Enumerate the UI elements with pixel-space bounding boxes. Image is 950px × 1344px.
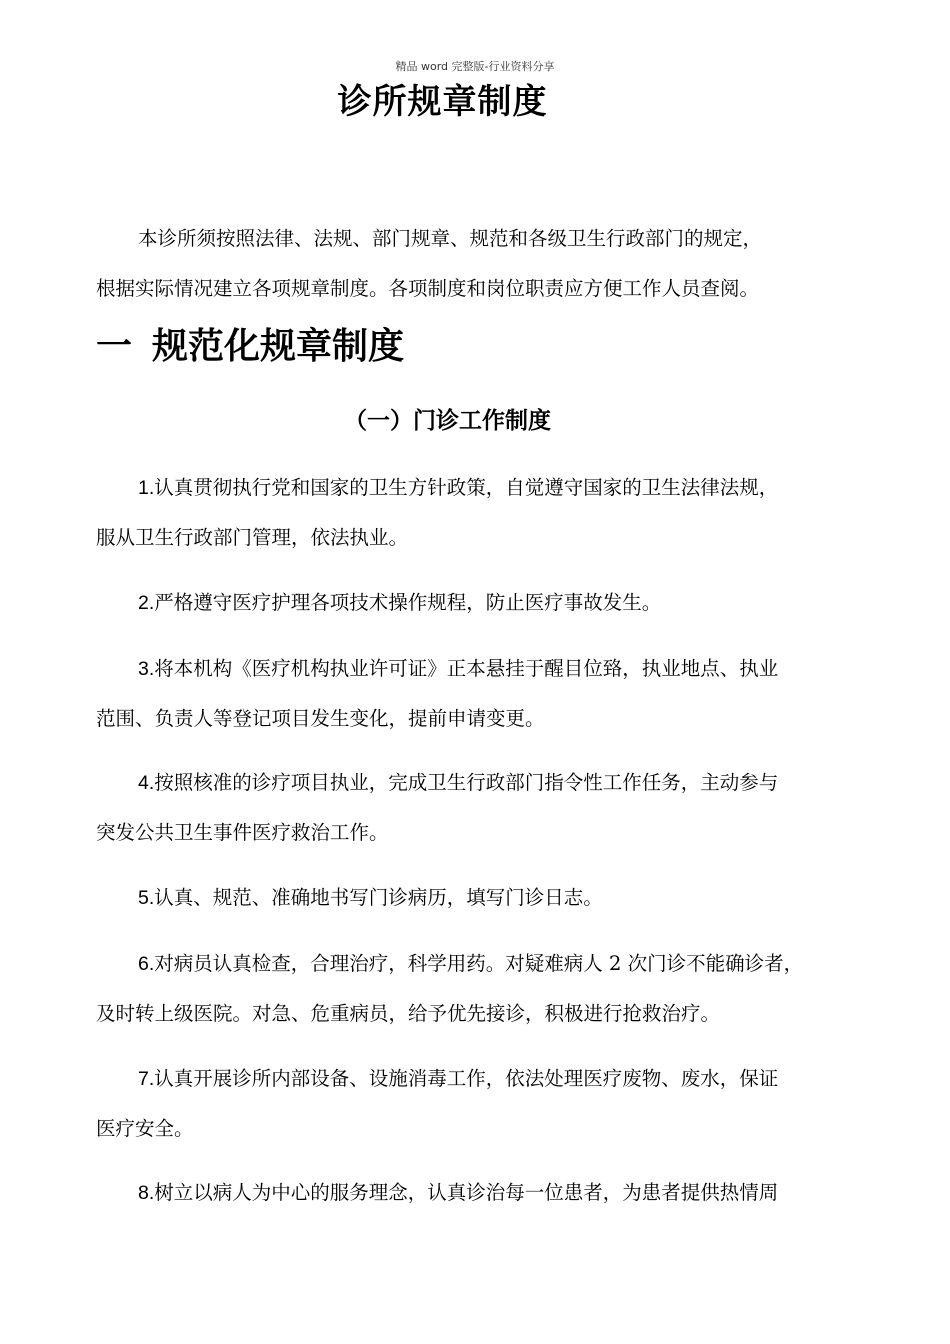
- item-text-line-1: 严格遵守医疗护理各项技术操作规程，防止医疗事故发生。: [154, 591, 662, 614]
- item-text-line-1: 认真、规范、准确地书写门诊病历，填写门诊日志。: [154, 886, 603, 909]
- item-text-line-2: 突发公共卫生事件医疗救治工作。: [96, 821, 389, 844]
- subsection-heading: （一）门诊工作制度: [344, 408, 551, 434]
- section-heading: [96, 318, 404, 369]
- item-text-line-1: 认真贯彻执行党和国家的卫生方针政策，自觉遵守国家的卫生法律法规，: [154, 476, 779, 499]
- intro-line-1: 本诊所须按照法律、法规、部门规章、规范和各级卫生行政部门的规定，: [138, 227, 763, 250]
- item-number: 2.: [138, 592, 155, 614]
- item-text-line-1: 认真开展诊所内部设备、设施消毒工作，依法处理医疗废物、废水，保证: [154, 1067, 779, 1090]
- item-number: 8.: [138, 1182, 155, 1204]
- item-text-line-1: 按照核准的诊疗项目执业，完成卫生行政部门指令性工作任务，主动参与: [154, 771, 779, 794]
- item-number: 7.: [138, 1068, 155, 1090]
- list-item: [96, 1168, 866, 1218]
- item-text-line-2: 范围、负责人等登记项目发生变化，提前申请变更。: [96, 707, 545, 730]
- item-text-line-2: 医疗安全。: [96, 1117, 194, 1140]
- list-item: [96, 1054, 866, 1154]
- item-text-line-2: 服从卫生行政部门管理，依法执业。: [96, 526, 409, 549]
- section-title: 规范化规章制度: [152, 326, 405, 367]
- list-item: [96, 939, 866, 1039]
- header-note: 精品 word 完整版-行业资料分享: [395, 60, 555, 73]
- item-number: 4.: [138, 772, 155, 794]
- item-number: 1.: [138, 477, 155, 499]
- list-item: [96, 463, 866, 563]
- item-text-line-1: 对病员认真检查，合理治疗，科学用药。对疑难病人 2 次门诊不能确诊者，: [154, 952, 804, 975]
- item-number: 5.: [138, 887, 155, 909]
- section-number: 一: [96, 326, 133, 367]
- list-item: [96, 644, 866, 744]
- list-item: [96, 758, 866, 858]
- item-number: 6.: [138, 953, 155, 975]
- item-text-line-1: 将本机构《医疗机构执业许可证》正本悬挂于醒目位臵，执业地点、执业: [154, 657, 779, 680]
- item-text-line-1: 树立以病人为中心的服务理念，认真诊治每一位患者，为患者提供热情周: [154, 1181, 779, 1204]
- item-number: 3.: [138, 658, 155, 680]
- intro-line-2: 根据实际情况建立各项规章制度。各项制度和岗位职责应方便工作人员查阅。: [96, 277, 760, 300]
- document-title: 诊所规章制度: [337, 82, 548, 122]
- intro-paragraph: [96, 214, 866, 314]
- list-item: [96, 873, 866, 923]
- list-item: [96, 578, 866, 628]
- item-text-line-2: 及时转上级医院。对急、危重病员，给予优先接诊，积极进行抢救治疗。: [96, 1002, 721, 1025]
